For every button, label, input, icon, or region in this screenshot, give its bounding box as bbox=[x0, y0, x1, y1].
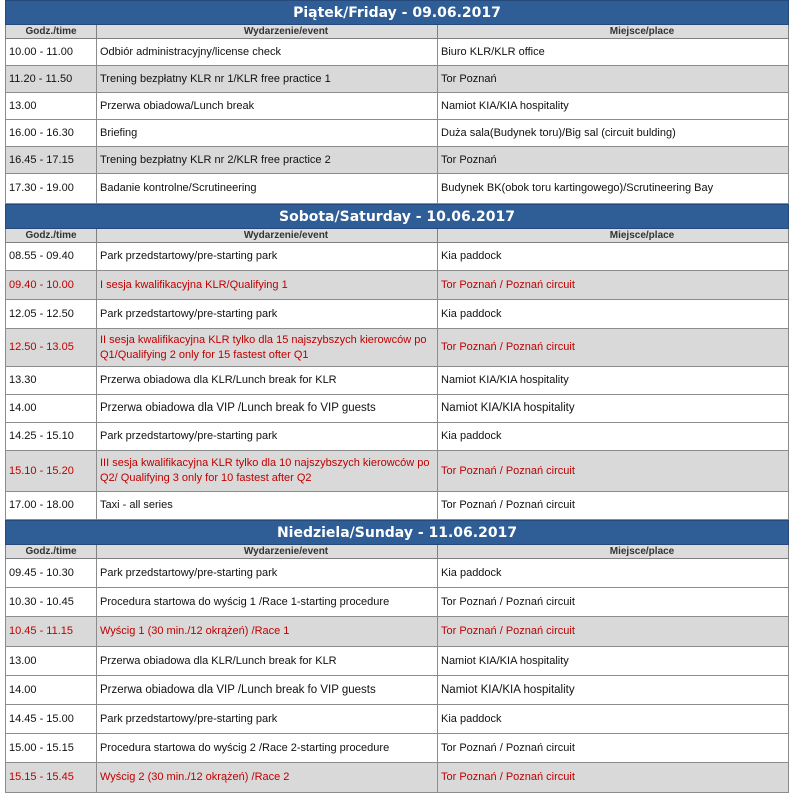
header-event: Wydarzenie/event bbox=[97, 229, 438, 243]
table-row bbox=[6, 705, 789, 734]
table-row bbox=[6, 39, 789, 66]
table-row bbox=[6, 329, 789, 367]
time-cell: 15.00 - 15.15 bbox=[6, 734, 97, 763]
column-header-row bbox=[6, 229, 789, 243]
event-cell: Wyścig 2 (30 min./12 okrążeń) /Race 2 bbox=[97, 763, 438, 793]
place-cell: Kia paddock bbox=[438, 423, 789, 451]
table-row bbox=[6, 423, 789, 451]
table-row bbox=[6, 120, 789, 147]
table-row bbox=[6, 676, 789, 705]
time-cell: 10.45 - 11.15 bbox=[6, 617, 97, 647]
table-row bbox=[6, 647, 789, 676]
place-cell: Duża sala(Budynek toru)/Big sal (circuit bulding) bbox=[438, 120, 789, 147]
event-schedule bbox=[5, 0, 788, 793]
header-place: Miejsce/place bbox=[438, 545, 789, 559]
time-cell: 13.30 bbox=[6, 367, 97, 395]
table-row bbox=[6, 734, 789, 763]
day-title: Sobota/Saturday - 10.06.2017 bbox=[6, 205, 789, 229]
header-event: Wydarzenie/event bbox=[97, 25, 438, 39]
event-cell: Park przedstartowy/pre-starting park bbox=[97, 300, 438, 329]
place-cell: Tor Poznań / Poznań circuit bbox=[438, 763, 789, 793]
place-cell: Tor Poznań / Poznań circuit bbox=[438, 329, 789, 367]
day-title: Piątek/Friday - 09.06.2017 bbox=[6, 1, 789, 25]
event-cell: Park przedstartowy/pre-starting park bbox=[97, 423, 438, 451]
time-cell: 15.10 - 15.20 bbox=[6, 451, 97, 492]
table-row bbox=[6, 271, 789, 300]
time-cell: 14.00 bbox=[6, 395, 97, 423]
table-row bbox=[6, 492, 789, 520]
place-cell: Budynek BK(obok toru kartingowego)/Scrutineering Bay bbox=[438, 174, 789, 204]
event-cell: Przerwa obiadowa dla KLR/Lunch break for KLR bbox=[97, 647, 438, 676]
event-cell: Procedura startowa do wyścig 2 /Race 2-starting procedure bbox=[97, 734, 438, 763]
event-cell: Przerwa obiadowa dla KLR/Lunch break for KLR bbox=[97, 367, 438, 395]
table-row bbox=[6, 395, 789, 423]
table-row bbox=[6, 763, 789, 793]
table-row bbox=[6, 147, 789, 174]
place-cell: Tor Poznań / Poznań circuit bbox=[438, 492, 789, 520]
place-cell: Namiot KIA/KIA hospitality bbox=[438, 395, 789, 423]
time-cell: 13.00 bbox=[6, 647, 97, 676]
day-title-row bbox=[6, 1, 789, 25]
event-cell: Park przedstartowy/pre-starting park bbox=[97, 559, 438, 588]
place-cell: Biuro KLR/KLR office bbox=[438, 39, 789, 66]
event-cell: Przerwa obiadowa dla VIP /Lunch break fo VIP guests bbox=[97, 395, 438, 423]
place-cell: Tor Poznań / Poznań circuit bbox=[438, 617, 789, 647]
event-cell: Trening bezpłatny KLR nr 2/KLR free practice 2 bbox=[97, 147, 438, 174]
place-cell: Tor Poznań / Poznań circuit bbox=[438, 451, 789, 492]
column-header-row bbox=[6, 25, 789, 39]
time-cell: 10.00 - 11.00 bbox=[6, 39, 97, 66]
time-cell: 08.55 - 09.40 bbox=[6, 243, 97, 271]
header-place: Miejsce/place bbox=[438, 229, 789, 243]
time-cell: 12.05 - 12.50 bbox=[6, 300, 97, 329]
table-row bbox=[6, 588, 789, 617]
place-cell: Namiot KIA/KIA hospitality bbox=[438, 676, 789, 705]
header-time: Godz./time bbox=[6, 25, 97, 39]
day-title-row bbox=[6, 521, 789, 545]
header-place: Miejsce/place bbox=[438, 25, 789, 39]
time-cell: 17.30 - 19.00 bbox=[6, 174, 97, 204]
time-cell: 09.40 - 10.00 bbox=[6, 271, 97, 300]
event-cell: Wyścig 1 (30 min./12 okrążeń) /Race 1 bbox=[97, 617, 438, 647]
table-row bbox=[6, 559, 789, 588]
place-cell: Tor Poznań / Poznań circuit bbox=[438, 271, 789, 300]
time-cell: 12.50 - 13.05 bbox=[6, 329, 97, 367]
event-cell: Taxi - all series bbox=[97, 492, 438, 520]
table-row bbox=[6, 300, 789, 329]
event-cell: Briefing bbox=[97, 120, 438, 147]
place-cell: Tor Poznań bbox=[438, 147, 789, 174]
place-cell: Kia paddock bbox=[438, 243, 789, 271]
day-table-saturday bbox=[5, 204, 789, 520]
time-cell: 15.15 - 15.45 bbox=[6, 763, 97, 793]
time-cell: 16.45 - 17.15 bbox=[6, 147, 97, 174]
event-cell: Odbiór administracyjny/license check bbox=[97, 39, 438, 66]
event-cell: Trening bezpłatny KLR nr 1/KLR free practice 1 bbox=[97, 66, 438, 93]
table-row bbox=[6, 66, 789, 93]
time-cell: 09.45 - 10.30 bbox=[6, 559, 97, 588]
table-row bbox=[6, 243, 789, 271]
event-cell: Przerwa obiadowa dla VIP /Lunch break fo VIP guests bbox=[97, 676, 438, 705]
place-cell: Tor Poznań / Poznań circuit bbox=[438, 588, 789, 617]
day-table-friday bbox=[5, 0, 789, 204]
place-cell: Kia paddock bbox=[438, 559, 789, 588]
event-cell: Badanie kontrolne/Scrutineering bbox=[97, 174, 438, 204]
event-cell: Park przedstartowy/pre-starting park bbox=[97, 705, 438, 734]
time-cell: 10.30 - 10.45 bbox=[6, 588, 97, 617]
place-cell: Tor Poznań / Poznań circuit bbox=[438, 734, 789, 763]
day-table-sunday bbox=[5, 520, 789, 793]
time-cell: 14.45 - 15.00 bbox=[6, 705, 97, 734]
header-event: Wydarzenie/event bbox=[97, 545, 438, 559]
place-cell: Kia paddock bbox=[438, 300, 789, 329]
place-cell: Namiot KIA/KIA hospitality bbox=[438, 647, 789, 676]
place-cell: Kia paddock bbox=[438, 705, 789, 734]
table-row bbox=[6, 174, 789, 204]
time-cell: 13.00 bbox=[6, 93, 97, 120]
time-cell: 14.25 - 15.10 bbox=[6, 423, 97, 451]
event-cell: Procedura startowa do wyścig 1 /Race 1-starting procedure bbox=[97, 588, 438, 617]
header-time: Godz./time bbox=[6, 229, 97, 243]
table-row bbox=[6, 367, 789, 395]
header-time: Godz./time bbox=[6, 545, 97, 559]
table-row bbox=[6, 451, 789, 492]
column-header-row bbox=[6, 545, 789, 559]
time-cell: 16.00 - 16.30 bbox=[6, 120, 97, 147]
event-cell: I sesja kwalifikacyjna KLR/Qualifying 1 bbox=[97, 271, 438, 300]
day-title-row bbox=[6, 205, 789, 229]
place-cell: Namiot KIA/KIA hospitality bbox=[438, 93, 789, 120]
place-cell: Namiot KIA/KIA hospitality bbox=[438, 367, 789, 395]
time-cell: 11.20 - 11.50 bbox=[6, 66, 97, 93]
event-cell: III sesja kwalifikacyjna KLR tylko dla 10 najszybszych kierowców po Q2/ Qualifying 3 only for 10 fastest after Q2 bbox=[97, 451, 438, 492]
event-cell: Park przedstartowy/pre-starting park bbox=[97, 243, 438, 271]
event-cell: II sesja kwalifikacyjna KLR tylko dla 15 najszybszych kierowców po Q1/Qualifying 2 only for 15 fastest ofter Q1 bbox=[97, 329, 438, 367]
table-row bbox=[6, 617, 789, 647]
day-title: Niedziela/Sunday - 11.06.2017 bbox=[6, 521, 789, 545]
table-row bbox=[6, 93, 789, 120]
place-cell: Tor Poznań bbox=[438, 66, 789, 93]
event-cell: Przerwa obiadowa/Lunch break bbox=[97, 93, 438, 120]
time-cell: 14.00 bbox=[6, 676, 97, 705]
time-cell: 17.00 - 18.00 bbox=[6, 492, 97, 520]
